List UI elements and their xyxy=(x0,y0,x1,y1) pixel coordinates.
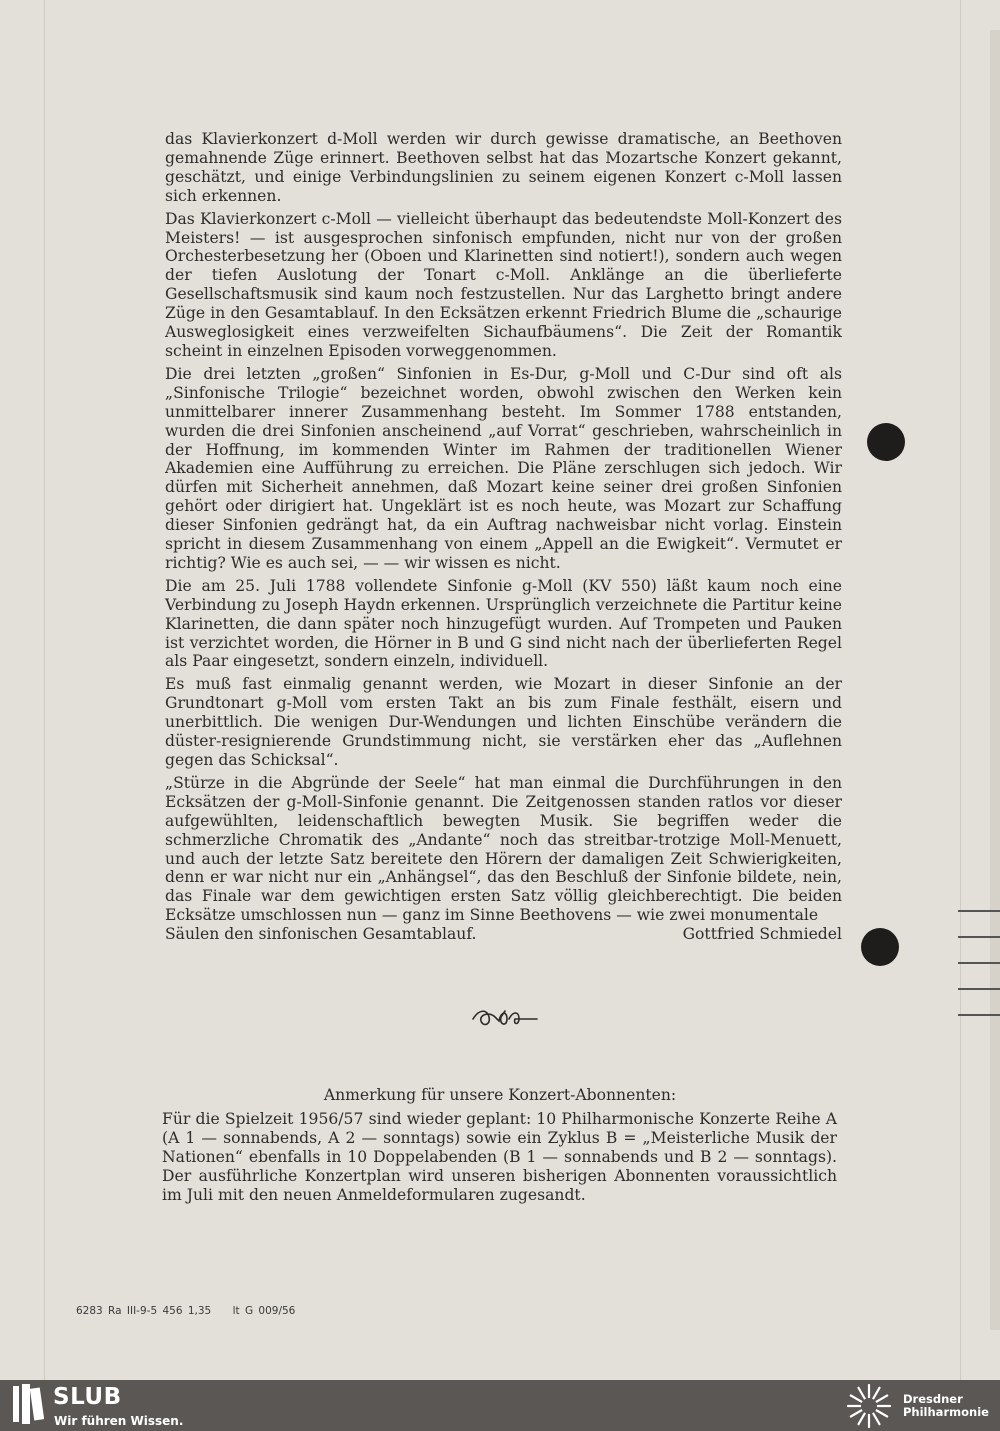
punch-hole-lower xyxy=(861,928,899,966)
author-signature: Gottfried Schmiedel xyxy=(682,925,842,944)
binding-strip xyxy=(990,30,1000,1330)
closing-sentence: Säulen den sinfonischen Gesamtablauf. xyxy=(165,925,477,944)
note-heading: Anmerkung für unsere Konzert-Abonnenten: xyxy=(323,1086,677,1104)
ornament-flourish-icon xyxy=(469,1003,541,1033)
article-body xyxy=(165,130,842,944)
note-text: Für die Spielzeit 1956/57 sind wieder geplant: 10 Philharmonische Konzerte Reihe A (A 1 — sonnabends, A 2 — sonntags) sowie ein Zyklus B = „Meisterliche Musik der Nationen“ ebenfalls in 10 Doppelabenden (B 1 — sonnabends und B 2 — sonntags). Der ausführliche Konzertplan wird unseren bisherigen Abonnenten voraussichtlich im Juli mit den neuen Anmeldeformularen zugesandt. xyxy=(162,1110,837,1204)
paragraph-6: „Stürze in die Abgründe der Seele“ hat man einmal die Durchführungen in den Ecksätzen der g-Moll-Sinfonie genannt. Die Zeitgenossen standen ratlos vor dieser aufgewühlten, leidenschaftlich bewegten Musik. Sie begriffen weder die schmerzliche Chromatik des „Andante“ noch das streitbar-trotzige Moll-Menuett, und auch der letzte Satz bereitete den Hörern der damaligen Zeit Schwierigkeiten, denn er war nicht nur ein „Anhängsel“, das den Beschluß der Sinfonie bildete, nein, das Finale war dem gewichtigen ersten Satz völlig gleichberechtigt. Die beiden Ecksätze umschlossen nun — ganz im Sinne Beethovens — wie zwei monumentale xyxy=(165,773,842,925)
paragraph-3: Die drei letzten „großen“ Sinfonien in Es-Dur, g-Moll und C-Dur sind oft als „Sinfonische Trilogie“ bezeichnet worden, obwohl zwischen den Werken kein unmittelbarer innerer Zusammenhang besteht. Im Sommer 1788 entstanden, wurden die drei Sinfonien anscheinend „auf Vorrat“ geschrieben, wahrscheinlich in der Hoffnung, im kommenden Winter im Rahmen der traditionellen Wiener Akademien eine Aufführung zu erreichen. Die Pläne zerschlugen sich jedoch. Wir dürfen mit Sicherheit annehmen, daß Mozart keine seiner drei großen Sinfonien gehört oder dirigiert hat. Ungeklärt ist es noch heute, was Mozart zur Schaffung dieser Sinfonien gedrängt hat, da ein Auftrag nachweisbar nicht vorlag. Einstein spricht in diesem Zusammenhang von einem „Appell an die Ewigkeit“. Vermutet er richtig? Wie es auch sei, — — wir wissen es nicht. xyxy=(165,364,842,572)
slub-name: SLUB xyxy=(53,1384,122,1410)
partner-name xyxy=(903,1393,989,1419)
paragraph-1: das Klavierkonzert d-Moll werden wir durch gewisse dramatische, an Beethoven gemahnende Züge erinnert. Beethoven selbst hat das Mozartsche Konzert gekannt, geschätzt, und einige Verbindungslinien zu seinem eigenen Konzert c-Moll lassen sich erkennen. xyxy=(165,130,842,205)
paragraph-2: Das Klavierkonzert c-Moll — vielleicht überhaupt das bedeutendste Moll-Konzert des Meisters! — ist ausgesprochen sinfonisch empfunden, nicht nur von der großen Orchesterbesetzung her (Oboen und Klarinetten sind notiert!), sondern auch wegen der tiefen Auslotung der Tonart c-Moll. Anklänge an die überlieferte Gesellschaftsmusik sind kaum noch festzustellen. Nur das Larghetto bringt andere Züge in den Gesamtablauf. In den Ecksätzen erkennt Friedrich Blume die „schaurige Ausweglosigkeit eines verzweifelten Sichaufbäumens“. Die Zeit der Romantik scheint in einzelnen Episoden vorweggenommen. xyxy=(165,209,842,360)
edge-mark xyxy=(958,910,1000,912)
edge-mark xyxy=(958,988,1000,990)
edge-mark xyxy=(958,1014,1000,1016)
paragraph-5: Es muß fast einmalig genannt werden, wie Mozart in dieser Sinfonie an der Grundtonart g-Moll vom ersten Takt an bis zum Finale festhält, eisern und unerbittlich. Die wenigen Dur-Wendungen und lichten Einschübe verändern die düster-resignierende Grundstimmung nicht, sie verstärken eher das „Auflehnen gegen das Schicksal“. xyxy=(165,675,842,769)
print-code: 6283 Ra III-9-5 456 1,35 lt G 009/56 xyxy=(76,1305,296,1317)
partner-name-line1: Dresdner xyxy=(903,1392,963,1406)
slub-logo-icon xyxy=(12,1382,44,1426)
dresdner-philharmonie-sunburst-icon xyxy=(842,1383,896,1429)
closing-line xyxy=(165,925,842,944)
edge-mark xyxy=(958,936,1000,938)
slub-tagline: Wir führen Wissen. xyxy=(54,1414,184,1428)
edge-mark xyxy=(958,962,1000,964)
partner-name-line2: Philharmonie xyxy=(903,1405,989,1419)
punch-hole-upper xyxy=(867,423,905,461)
paragraph-4: Die am 25. Juli 1788 vollendete Sinfonie g-Moll (KV 550) läßt kaum noch eine Verbindung zu Joseph Haydn erkennen. Ursprünglich verzeichnete die Partitur keine Klarinetten, die dann später noch hinzugefügt wurden. Auf Trompeten und Pauken ist verzichtet worden, die Hörner in B und G sind nicht nach der überlieferten Regel als Paar eingesetzt, sondern einzeln, individuell. xyxy=(165,576,842,671)
page-edge-right xyxy=(960,0,961,1380)
page-edge-left xyxy=(44,0,45,1380)
